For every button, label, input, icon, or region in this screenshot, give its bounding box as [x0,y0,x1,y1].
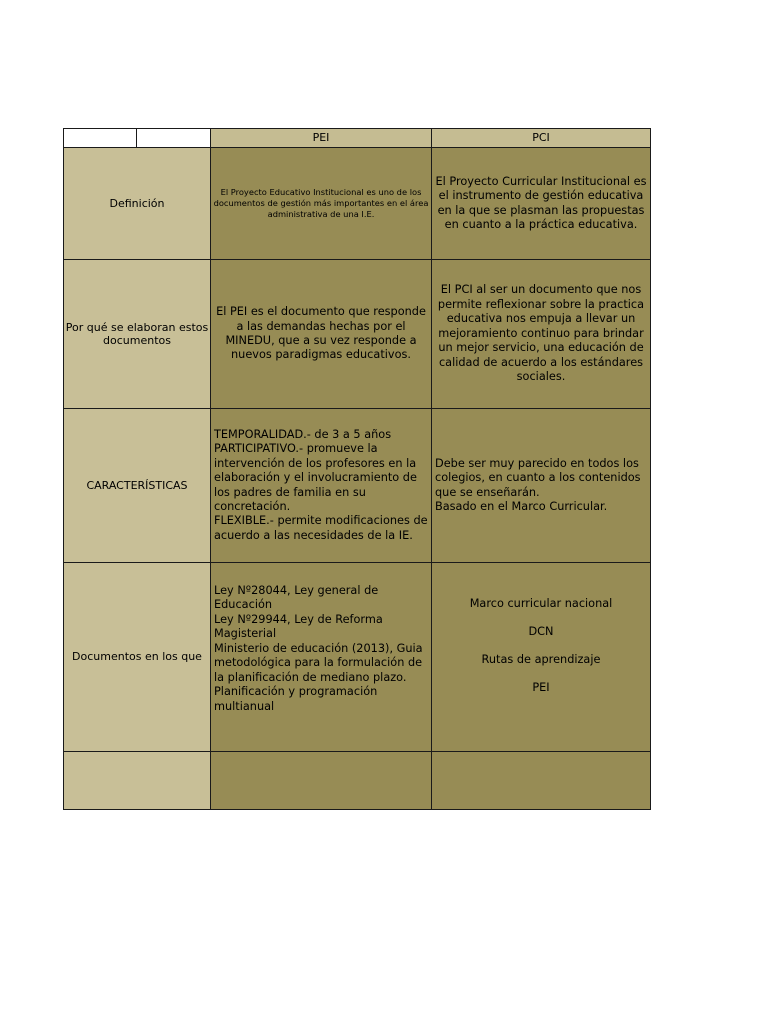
pei-caracteristica-participativo: PARTICIPATIVO.- promueve la intervención de los profesores en la elaboración y el involucramiento de los padres de familia en su concretación. [214,442,417,513]
row-label-por-que: Por qué se elaboran estos documentos [63,259,211,409]
pci-empty-cell [431,751,651,810]
pci-documento-pei: PEI [532,680,550,694]
row-label-caracteristicas: CARACTERÍSTICAS [63,408,211,563]
pei-por-que-cell: El PEI es el documento que responde a las demandas hechas por el MINEDU, que a su vez responde a nuevos paradigmas educativos. [210,259,432,409]
pei-empty-cell [210,751,432,810]
pei-documento-ley-29944: Ley Nº29944, Ley de Reforma Magisterial [214,612,383,641]
row-label-documentos: Documentos en los que [63,562,211,752]
pci-caracteristicas-cell [431,408,651,563]
pei-caracteristica-flexible: FLEXIBLE.- permite modificaciones de acuerdo a las necesidades de la IE. [214,514,428,542]
row-label-definicion: Definición [63,147,211,260]
pei-caracteristicas-cell [210,408,432,563]
header-corner-cell-b [136,128,211,148]
header-corner-cell-a [63,128,137,148]
pei-documento-planificacion: Planificación y programación multianual [214,685,378,713]
row-label-empty [63,751,211,810]
pei-documentos-cell [210,562,432,752]
pci-documento-rutas: Rutas de aprendizaje [481,652,601,666]
pci-documentos-cell [431,562,651,752]
pci-documento-marco: Marco curricular nacional [469,596,613,610]
header-pei: PEI [210,128,432,148]
pci-definicion-cell: El Proyecto Curricular Institucional es el instrumento de gestión educativa en la que se plasman las propuestas en cuanto a la práctica educativa. [431,147,651,260]
pei-caracteristica-temporalidad: TEMPORALIDAD.- de 3 a 5 años [214,427,392,441]
pci-por-que-cell: El PCI al ser un documento que nos permite reflexionar sobre la practica educativa nos empuja a llevar un mejoramiento continuo para brindar un mejor servicio, una educación de calidad de acuerdo a los estándares sociales. [431,259,651,409]
pci-documento-dcn: DCN [528,624,554,638]
pci-caracteristica-parecido: Debe ser muy parecido en todos los colegios, en cuanto a los contenidos que se enseñarán. [435,456,641,499]
pei-definicion-cell: El Proyecto Educativo Institucional es uno de los documentos de gestión más importantes en el área administrativa de una I.E. [210,147,432,260]
pei-documento-minedu-guia: Ministerio de educación (2013), Guia metodológica para la formulación de la planificación de mediano plazo. [214,641,423,684]
pci-caracteristica-marco: Basado en el Marco Curricular. [435,499,608,513]
pei-documento-ley-28044: Ley Nº28044, Ley general de Educación [214,584,379,612]
header-pci: PCI [431,128,651,148]
